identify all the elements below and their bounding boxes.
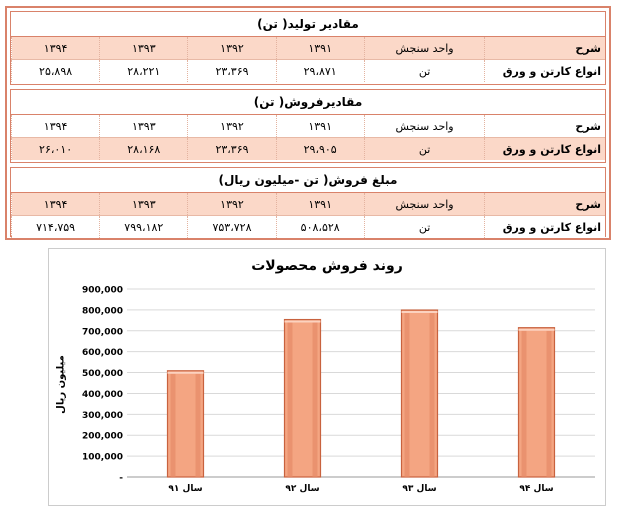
header-year: ۱۳۹۱ [276, 193, 364, 216]
header-unit: واحد سنجش [364, 115, 485, 138]
row-value: ۷۹۹،۱۸۲ [100, 216, 188, 239]
header-unit: واحد سنجش [364, 37, 485, 60]
y-axis-label: میلیون ریال [55, 355, 67, 414]
y-tick-label: 500,000 [82, 369, 123, 380]
header-year: ۱۳۹۴ [12, 115, 100, 138]
row-value: ۲۸،۱۶۸ [100, 138, 188, 161]
table-header-row [12, 37, 606, 60]
sales-amount-table [11, 193, 605, 238]
bar-bevel-left [171, 374, 176, 477]
bar-bevel-right [547, 331, 552, 477]
row-unit: تن [364, 216, 485, 239]
bar-bevel-right [196, 374, 201, 477]
sales-amount-section [10, 167, 606, 237]
header-label: شرح [485, 115, 605, 138]
x-tick-label: سال ۹۲ [285, 484, 320, 494]
header-year: ۱۳۹۱ [276, 37, 364, 60]
header-year: ۱۳۹۱ [276, 115, 364, 138]
y-tick-label: 600,000 [82, 348, 123, 359]
bar-bevel-left [522, 331, 527, 477]
bar-bevel-left [288, 323, 293, 477]
y-tick-label: 200,000 [82, 431, 123, 442]
header-year: ۱۳۹۳ [100, 37, 188, 60]
header-label: شرح [485, 193, 605, 216]
header-year: ۱۳۹۲ [188, 37, 276, 60]
header-year: ۱۳۹۳ [100, 115, 188, 138]
header-unit: واحد سنجش [364, 193, 485, 216]
header-year: ۱۳۹۴ [12, 37, 100, 60]
bar-bevel-right [313, 323, 318, 477]
table-row [12, 216, 606, 239]
bar-bevel-left [405, 313, 410, 477]
production-title: مقادیر تولید( تن) [11, 12, 605, 37]
chart-title: روند فروش محصولات [251, 258, 403, 274]
row-value: ۷۱۴،۷۵۹ [12, 216, 100, 239]
sales-quantity-table [11, 115, 605, 160]
x-tick-label: سال ۹۳ [402, 484, 437, 494]
header-year: ۱۳۹۲ [188, 193, 276, 216]
row-value: ۲۳،۳۶۹ [188, 60, 276, 83]
y-tick-label: 100,000 [82, 452, 123, 463]
y-tick-label: 800,000 [82, 306, 123, 317]
row-value: ۲۳،۳۶۹ [188, 138, 276, 161]
production-section [10, 11, 606, 85]
tables-frame [5, 6, 611, 240]
sales-amount-title: مبلغ فروش( تن -میلیون ریال) [11, 168, 605, 193]
row-label: انواع کارتن و ورق [485, 138, 605, 161]
x-tick-label: سال ۹۴ [519, 484, 554, 494]
row-value: ۲۹،۸۷۱ [276, 60, 364, 83]
sales-trend-chart [48, 248, 606, 506]
chart-plot [49, 249, 605, 505]
sales-quantity-title: مقادیرفروش( تن) [11, 90, 605, 115]
row-value: ۷۵۳،۷۲۸ [188, 216, 276, 239]
header-year: ۱۳۹۴ [12, 193, 100, 216]
table-header-row [12, 193, 606, 216]
row-value: ۲۶،۰۱۰ [12, 138, 100, 161]
y-tick-label: 300,000 [82, 410, 123, 421]
header-label: شرح [485, 37, 605, 60]
row-value: ۲۸،۲۲۱ [100, 60, 188, 83]
header-year: ۱۳۹۲ [188, 115, 276, 138]
row-label: انواع کارتن و ورق [485, 60, 605, 83]
x-tick-label: سال ۹۱ [168, 484, 203, 494]
table-header-row [12, 115, 606, 138]
y-tick-label: - [119, 473, 123, 484]
row-value: ۵۰۸،۵۲۸ [276, 216, 364, 239]
y-tick-label: 400,000 [82, 389, 123, 400]
y-tick-label: 700,000 [82, 327, 123, 338]
table-row [12, 138, 606, 161]
table-row [12, 60, 606, 83]
row-unit: تن [364, 60, 485, 83]
row-unit: تن [364, 138, 485, 161]
bar-bevel-right [430, 313, 435, 477]
header-year: ۱۳۹۳ [100, 193, 188, 216]
row-value: ۲۵،۸۹۸ [12, 60, 100, 83]
production-table [11, 37, 605, 82]
sales-quantity-section [10, 89, 606, 163]
row-value: ۲۹،۹۰۵ [276, 138, 364, 161]
row-label: انواع کارتن و ورق [485, 216, 605, 239]
y-tick-label: 900,000 [82, 285, 123, 296]
